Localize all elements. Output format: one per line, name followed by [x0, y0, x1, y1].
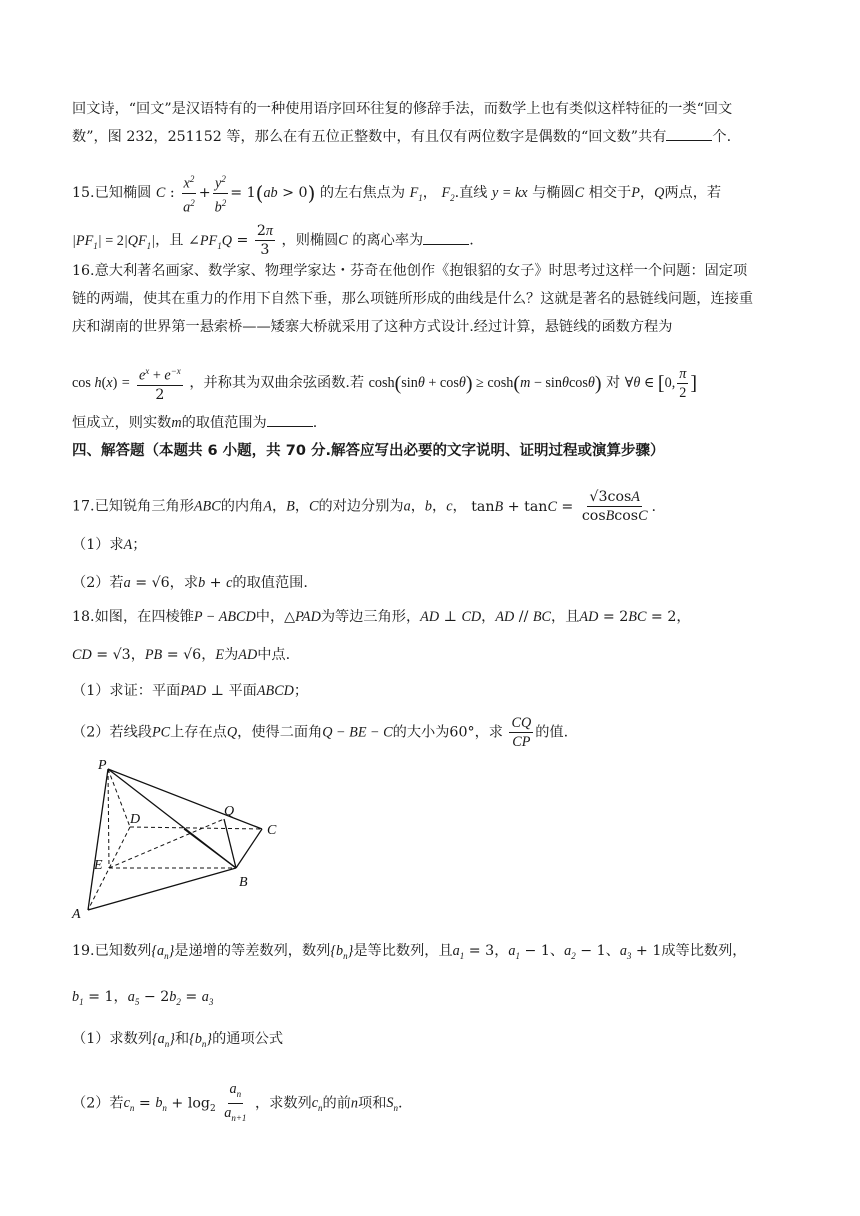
q18-sub1-mid: 平面 [228, 683, 257, 699]
q19-sub1-label: （1）求数列 [72, 1031, 152, 1047]
label-D: D [130, 812, 141, 827]
q15-text-c: 与椭圆 [532, 185, 575, 202]
q16-text-4: ，并称其为双曲余弦函数.若 [189, 374, 365, 391]
q16-text-1: 16.意大利著名画家、数学家、物理学家达・芬奇在他创作《抱银貂的女子》时思考过这样一个问题：固定项 [72, 263, 748, 279]
q15-text-i: . [469, 232, 474, 249]
q18-text-b: 中， [255, 609, 285, 625]
q17-text-b: 的内角 [220, 498, 264, 515]
q18-text-f: 中点. [257, 647, 291, 663]
q19-sub-1: （1）求数列$\{a_n\}$和$\{b_n\}$的通项公式 [72, 1031, 284, 1049]
q14-line-1 [72, 98, 790, 120]
math-C: C [155, 185, 166, 202]
q19-text-b: 是递增的等差数列，数列 [174, 943, 331, 959]
math-inequality: cosh(sinθ + cosθ) ≥ cosh(m − sinθcosθ) [368, 372, 602, 395]
math-frac-cosh: $\frac{e^x + e^{-x}}{2}$ [137, 362, 183, 404]
q15-text-d: 相交于 [588, 185, 632, 202]
section-heading [72, 440, 790, 462]
label-P: P [98, 758, 107, 773]
label-B: B [239, 875, 248, 890]
q14-text-2: 数”，图 232，251152 等，那么在有五位正整数中，有且仅有两位数字是偶数的“回文数”共有 [72, 129, 667, 145]
q19-text-a: 19.已知数列 [72, 943, 152, 959]
answer-blank[interactable] [423, 232, 469, 245]
q17-sub2-mid: ，求 [169, 575, 199, 591]
math-cosh-def: cos h(x) = [72, 374, 131, 391]
q18-sub2-mid: 上存在点 [170, 724, 227, 741]
q17-text-a: 17.已知锐角三角形 [72, 498, 194, 515]
q18-sub2-mid3: 的大小为 [392, 724, 450, 741]
q16-text-8: . [312, 415, 318, 431]
q17-sub-2: （2）若a = √6，求b + c的取值范围. [72, 575, 308, 591]
q18-sub2-label: （2）若线段 [72, 724, 152, 741]
q19-sub2-label: （2）若 [72, 1095, 124, 1112]
pyramid-figure [64, 755, 294, 920]
math-frac-an: $\frac{a_n}{a_{n+1}}$ [224, 1081, 247, 1123]
q17-sub1-end: ； [132, 537, 147, 553]
q18-line-2: CD = √3，PB = √6，E为AD中点. [72, 647, 291, 663]
q18-sub2-end: 的值. [535, 724, 569, 741]
answer-blank[interactable] [267, 414, 313, 427]
math-cond: $|PF_1| = 2|QF_1|$ [72, 232, 156, 251]
q18-sub2-mid4: ，求 [474, 724, 503, 741]
math-frac-y2b2: $\frac{y^2}{b^2}$ [213, 170, 229, 216]
label-A: A [72, 907, 81, 920]
q15-text-h: 的离心率为 [352, 232, 424, 249]
q15-line-1: 15.已知椭圆 C : $\frac{x^2}{a^2}$ + $\frac{y^2}{b^2}$ = 1(ab > 0) 的左右焦点为 $F_1$， $F_2$.直线 y = kx 与椭圆C 相交于P，Q两点，若 [72, 170, 790, 216]
q16-text-2: 链的两端，使其在重力的作用下自然下垂，那么项链所形成的曲线是什么？这就是著名的悬链线问题，连接重 [72, 291, 754, 307]
q17-sub1-label: （1）求 [72, 537, 124, 553]
q14-text-1: 回文诗，“回文”是汉语特有的一种使用语序回环往复的修辞手法，而数学上也有类似这样特征的一类“回文 [72, 101, 733, 117]
q18-text-e: 为 [224, 647, 239, 663]
q15-text-e: 两点，若 [664, 185, 722, 202]
q15-prefix: 15.已知椭圆 [72, 185, 152, 202]
q19-sub1-mid: 和 [174, 1031, 190, 1047]
q15-text-g: ，则椭圆 [281, 232, 339, 249]
math-frac-2pi3: $\frac{2\pi}{3}$ [256, 223, 274, 258]
q16-text-6: 恒成立，则实数 [72, 415, 172, 431]
q14-text-end: 个. [712, 129, 732, 145]
label-E: E [94, 858, 103, 873]
q16-text-7: 的取值范围为 [181, 415, 267, 431]
math-tan-eq: tanB + tanC = $\frac{√3\cos A}{\text{cosBcosC}}$ . [471, 489, 657, 524]
q14-line-2 [72, 126, 790, 148]
q17-text-c: 的对边分别为 [318, 498, 404, 515]
q16-line-2 [72, 288, 790, 310]
q18-line-1: 18.如图，在四棱锥P − ABCD中，△PAD为等边三角形，AD ⊥ CD，AD // BC，且AD = 2BC = 2， [72, 609, 691, 625]
q16-text-3: 庆和湖南的世界第一悬索桥——矮寨大桥就采用了这种方式设计.经过计算，悬链线的函数方程为 [72, 319, 673, 335]
q19-line-1: 19.已知数列$\{a_n\}$是递增的等差数列，数列$\{b_n\}$是等比数列，且$a_1 = 3$，$a_1 - 1$、$a_2 - 1$、$a_3 + 1$成等比数列， [72, 943, 747, 961]
math-line-eq: y = kx [492, 185, 528, 202]
q19-sub2-mid2: 的前 [322, 1095, 351, 1112]
math-pyramid: P − ABCD [193, 609, 256, 625]
q16-text-5: 对 [606, 374, 621, 391]
q18-text-d: ，且 [551, 609, 580, 625]
q16-line-5 [72, 412, 790, 434]
q18-sub2-mid2: ，使得二面角 [237, 724, 323, 741]
q19-line-2: $b_1 = 1$，$a_5 - 2b_2 = a_3$ [72, 989, 214, 1007]
answer-blank[interactable] [666, 128, 712, 141]
q19-sub2-mid3: 项和 [358, 1095, 387, 1112]
q16-line-1 [72, 260, 790, 282]
section-title: 四、解答题（本题共 6 小题，共 70 分.解答应写出必要的文字说明、证明过程或演算步骤） [72, 443, 665, 459]
q17-sub2-label: （2）若 [72, 575, 124, 591]
label-C: C [267, 823, 277, 838]
math-F2: $F_2$ [441, 185, 455, 204]
q18-sub1-label: （1）求证：平面 [72, 683, 181, 699]
q18-text-a: 18.如图，在四棱锥 [72, 609, 194, 625]
q18-sub-1: （1）求证：平面PAD ⊥ 平面ABCD； [72, 683, 309, 699]
q15-text-f: ，且 [155, 232, 184, 249]
q17-sub2-end: 的取值范围. [232, 575, 308, 591]
math-angle: $\angle PF_1Q$ [187, 232, 232, 251]
q17-line-1: 17.已知锐角三角形ABC的内角A，B，C的对边分别为a，b，c， tanB + tanC = $\frac{√3\cos A}{\text{cosBcosC}}$ . [72, 489, 657, 524]
q19-sub2-end: . [397, 1095, 403, 1112]
q19-sub1-end: 的通项公式 [212, 1031, 284, 1047]
math-m: m [171, 415, 182, 431]
q18-sub-2: （2）若线段PC上存在点Q，使得二面角Q − BE − C的大小为60°，求 $\frac{CQ}{CP}$ 的值. [72, 715, 569, 750]
math-F1: $F_1$ [409, 185, 423, 204]
q15-line-2: $|PF_1| = 2|QF_1|$，且 $\angle PF_1Q$ = $\frac{2\pi}{3}$ ，则椭圆C 的离心率为 . [72, 223, 474, 258]
q15-text-a: 的左右焦点为 [319, 185, 406, 202]
q16-line-3 [72, 316, 790, 338]
q18-sub1-end: ； [293, 683, 309, 699]
q19-sub2-mid: ，求数列 [254, 1095, 312, 1112]
q16-line-4 [72, 362, 790, 404]
label-Q: Q [224, 804, 235, 819]
q19-text-d: 成等比数列， [661, 943, 747, 959]
math-frac-x2a2: $\frac{x^2}{a^2}$ [181, 170, 197, 216]
q18-text-c: 为等边三角形， [320, 609, 421, 625]
math-frac-cqcp: $\frac{CQ}{CP}$ [511, 715, 532, 750]
math-domain: ∀θ ∈ [0, $\frac{\pi}{2}$ ] [624, 366, 698, 402]
q19-text-c: 是等比数列，且 [353, 943, 453, 959]
math-ABC: ABC [193, 498, 221, 515]
q17-sub-1: （1）求A； [72, 537, 147, 553]
q15-text-b: .直线 [454, 185, 488, 202]
q19-sub-2: （2）若$c_n = b_n + \log_2$ $\frac{a_n}{a_{n+1}}$ ，求数列$c_n$的前n项和$S_n$. [72, 1080, 790, 1127]
